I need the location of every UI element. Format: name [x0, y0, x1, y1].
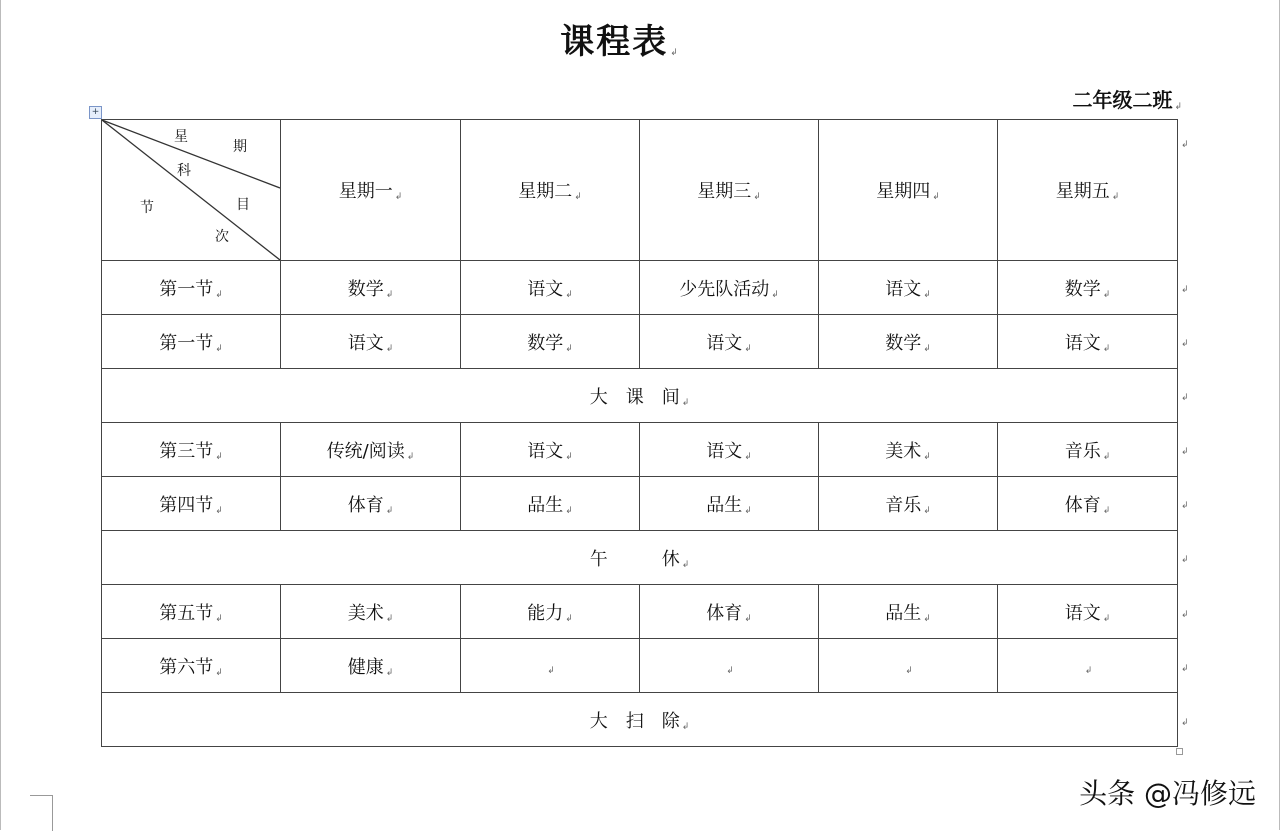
corner-label-mu: 目 [236, 197, 250, 213]
period-label: 第一节 ↲ [159, 279, 223, 300]
schedule-table [101, 119, 1178, 747]
break-label: 大 课 间 ↲ [590, 387, 690, 408]
row-end-mark: ↲ [1181, 285, 1189, 295]
subject-cell [461, 585, 640, 639]
period-label: 第五节 ↲ [159, 603, 223, 624]
margin-corner-mark [30, 795, 53, 831]
period-row [102, 585, 1178, 639]
period-cell [102, 585, 281, 639]
period-cell [102, 639, 281, 693]
subject-cell [281, 585, 461, 639]
period-label: 第一节 ↲ [159, 333, 223, 354]
period-label: 第三节 ↲ [159, 441, 223, 462]
break-label: 午 休 ↲ [590, 549, 690, 570]
period-row [102, 423, 1178, 477]
table-move-handle-icon[interactable]: + [89, 106, 102, 119]
subject-label: 语文 ↲ [706, 333, 752, 354]
corner-label-ci: 次 [215, 229, 229, 245]
period-row [102, 261, 1178, 315]
day-header [281, 120, 461, 261]
corner-label-ke: 科 [177, 163, 191, 179]
class-name-text: 二年级二班 ↲ [1072, 88, 1182, 112]
page-edge-left [0, 0, 1, 830]
table-resize-handle[interactable] [1176, 748, 1183, 755]
subject-cell [640, 315, 819, 369]
subject-cell [640, 639, 819, 693]
subject-label: 数学 ↲ [348, 279, 394, 300]
day-label: 星期五 ↲ [1056, 181, 1120, 202]
period-cell [102, 477, 281, 531]
day-label: 星期四 ↲ [876, 181, 940, 202]
subject-label: 体育 ↲ [1065, 495, 1111, 516]
corner-label-jie: 节 [140, 200, 154, 216]
subject-cell [819, 423, 998, 477]
subject-label [903, 655, 913, 676]
subject-label: 数学 ↲ [527, 333, 573, 354]
break-row [102, 693, 1178, 747]
subject-cell [819, 261, 998, 315]
subject-label: 语文 ↲ [527, 279, 573, 300]
period-row [102, 477, 1178, 531]
subject-label: 美术 ↲ [885, 441, 931, 462]
subject-label: 语文 ↲ [885, 279, 931, 300]
break-row [102, 531, 1178, 585]
row-end-mark: ↲ [1181, 393, 1189, 403]
row-end-mark: ↲ [1181, 718, 1189, 728]
corner-label-xing: 星 [174, 129, 188, 145]
subject-cell [640, 261, 819, 315]
break-cell [102, 369, 1178, 423]
subject-cell [640, 423, 819, 477]
subject-cell [281, 423, 461, 477]
subject-cell [998, 585, 1178, 639]
subject-label: 音乐 ↲ [885, 495, 931, 516]
period-label: 第四节 ↲ [159, 495, 223, 516]
subject-cell [998, 423, 1178, 477]
period-cell [102, 315, 281, 369]
corner-label-qi: 期 [233, 139, 247, 155]
subject-label: 语文 ↲ [527, 441, 573, 462]
subject-label: 少先队活动 ↲ [679, 279, 779, 300]
subject-label: 语文 ↲ [706, 441, 752, 462]
period-row [102, 315, 1178, 369]
subject-label: 数学 ↲ [885, 333, 931, 354]
day-label: 星期二 ↲ [518, 181, 582, 202]
subject-cell [819, 639, 998, 693]
subject-cell [998, 261, 1178, 315]
subject-label: 语文 ↲ [348, 333, 394, 354]
subject-cell [998, 477, 1178, 531]
subject-label [1083, 655, 1093, 676]
header-row [102, 120, 1178, 261]
subject-label: 品生 ↲ [527, 495, 573, 516]
day-header [819, 120, 998, 261]
subject-label: 能力 ↲ [527, 603, 573, 624]
row-end-mark: ↲ [1181, 140, 1189, 150]
subject-cell [461, 477, 640, 531]
day-label: 星期三 ↲ [697, 181, 761, 202]
subject-label: 音乐 ↲ [1065, 441, 1111, 462]
subject-label: 品生 ↲ [706, 495, 752, 516]
class-name [1072, 84, 1182, 113]
row-end-mark: ↲ [1181, 501, 1189, 511]
subject-label: 传统/阅读 ↲ [327, 441, 415, 462]
subject-cell [461, 261, 640, 315]
row-end-mark: ↲ [1181, 664, 1189, 674]
diagonal-header-cell [102, 120, 281, 261]
subject-cell [461, 639, 640, 693]
period-cell [102, 261, 281, 315]
subject-cell [819, 315, 998, 369]
row-end-mark: ↲ [1181, 610, 1189, 620]
break-row [102, 369, 1178, 423]
period-label: 第六节 ↲ [159, 657, 223, 678]
day-header [461, 120, 640, 261]
subject-cell [281, 261, 461, 315]
period-cell [102, 423, 281, 477]
period-row [102, 639, 1178, 693]
diagonal-lines [102, 120, 280, 260]
subject-cell [998, 315, 1178, 369]
subject-cell [281, 477, 461, 531]
row-end-mark: ↲ [1181, 339, 1189, 349]
subject-label [724, 655, 734, 676]
subject-cell [461, 315, 640, 369]
break-cell [102, 531, 1178, 585]
subject-label: 品生 ↲ [885, 603, 931, 624]
subject-cell [819, 585, 998, 639]
subject-label: 语文 ↲ [1065, 333, 1111, 354]
subject-label [545, 655, 555, 676]
day-header [998, 120, 1178, 261]
subject-label: 美术 ↲ [348, 603, 394, 624]
subject-label: 体育 ↲ [706, 603, 752, 624]
day-label: 星期一 ↲ [339, 181, 403, 202]
subject-cell [640, 585, 819, 639]
subject-label: 体育 ↲ [348, 495, 394, 516]
break-cell [102, 693, 1178, 747]
subject-label: 数学 ↲ [1065, 279, 1111, 300]
day-header [640, 120, 819, 261]
subject-cell [461, 423, 640, 477]
subject-cell [281, 639, 461, 693]
document-title [0, 14, 1240, 63]
subject-cell [281, 315, 461, 369]
title-text: 课程表 ↲ [560, 22, 680, 62]
subject-cell [998, 639, 1178, 693]
break-label: 大 扫 除 ↲ [590, 711, 690, 732]
subject-label: 健康 ↲ [348, 657, 394, 678]
watermark: 头条 @冯修远 [1079, 777, 1256, 810]
subject-cell [819, 477, 998, 531]
subject-label: 语文 ↲ [1065, 603, 1111, 624]
row-end-mark: ↲ [1181, 555, 1189, 565]
subject-cell [640, 477, 819, 531]
row-end-mark: ↲ [1181, 447, 1189, 457]
